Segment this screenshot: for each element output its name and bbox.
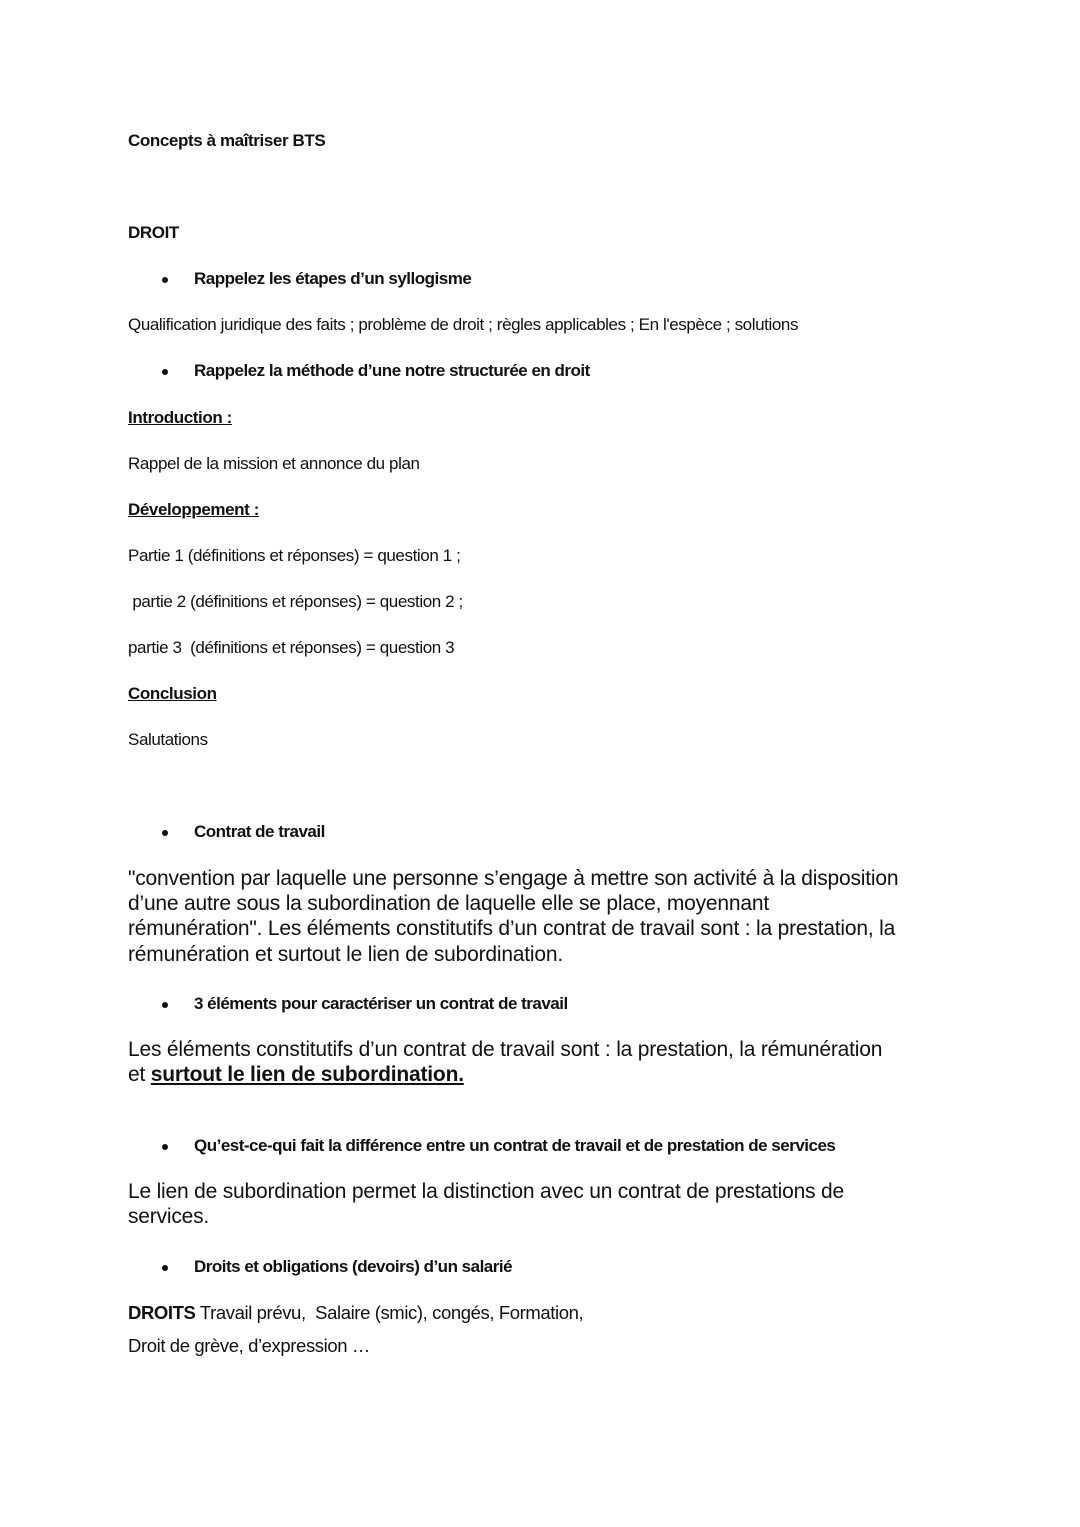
answer-syllogisme: Qualification juridique des faits ; problème de droit ; règles applicables ; En l'espèce ; solutions — [128, 315, 799, 334]
text: et — [128, 1063, 151, 1086]
partie-1: Partie 1 (définitions et réponses) = question 1 ; — [128, 546, 461, 565]
answer-droits-line: Droit de grève, d’expression … — [128, 1335, 370, 1356]
answer-contrat-line: rémunération et surtout le lien de subordination. — [128, 943, 563, 966]
section-heading: DROIT — [128, 223, 179, 242]
introduction-heading: Introduction : — [128, 408, 232, 427]
bullet-icon — [162, 369, 168, 375]
droits-label: DROITS — [128, 1302, 196, 1323]
question-droits: Droits et obligations (devoirs) d’un salarié — [194, 1257, 513, 1276]
answer-droits-line — [128, 1302, 583, 1324]
question-contrat: Contrat de travail — [194, 822, 325, 841]
partie-3: partie 3 (définitions et réponses) = question 3 — [128, 638, 455, 657]
answer-elements-line — [128, 1062, 464, 1087]
emphasis-text: surtout le lien de subordination. — [150, 1063, 464, 1086]
question-difference: Qu’est-ce-qui fait la différence entre un contrat de travail et de prestation de services — [194, 1136, 836, 1155]
question-elements: 3 éléments pour caractériser un contrat de travail — [194, 994, 568, 1013]
answer-contrat-line: "convention par laquelle une personne s’engage à mettre son activité à la disposition — [128, 867, 899, 890]
answer-contrat-line: d’une autre sous la subordination de laquelle elle se place, moyennant — [128, 892, 769, 915]
bullet-icon — [162, 830, 168, 836]
answer-difference-line: services. — [128, 1205, 210, 1228]
bullet-icon — [162, 277, 168, 283]
answer-difference-line: Le lien de subordination permet la distinction avec un contrat de prestations de — [128, 1180, 844, 1203]
bullet-icon — [162, 1002, 168, 1008]
bullet-icon — [162, 1144, 168, 1150]
answer-contrat-line: rémunération". Les éléments constitutifs d’un contrat de travail sont : la prestation, la — [128, 917, 896, 940]
bullet-icon — [162, 1265, 168, 1271]
introduction-text: Rappel de la mission et annonce du plan — [128, 454, 420, 473]
question-methode: Rappelez la méthode d’une notre structurée en droit — [194, 361, 590, 380]
conclusion-text: Salutations — [128, 730, 208, 749]
partie-2: partie 2 (définitions et réponses) = question 2 ; — [128, 592, 463, 611]
document-title: Concepts à maîtriser BTS — [128, 131, 326, 150]
text: Travail prévu, Salaire (smic), congés, Formation, — [195, 1302, 584, 1323]
question-syllogisme: Rappelez les étapes d’un syllogisme — [194, 269, 472, 288]
conclusion-heading: Conclusion — [128, 684, 217, 703]
developpement-heading: Développement : — [128, 500, 259, 519]
answer-elements-line: Les éléments constitutifs d’un contrat de travail sont : la prestation, la rémunération — [128, 1038, 883, 1061]
